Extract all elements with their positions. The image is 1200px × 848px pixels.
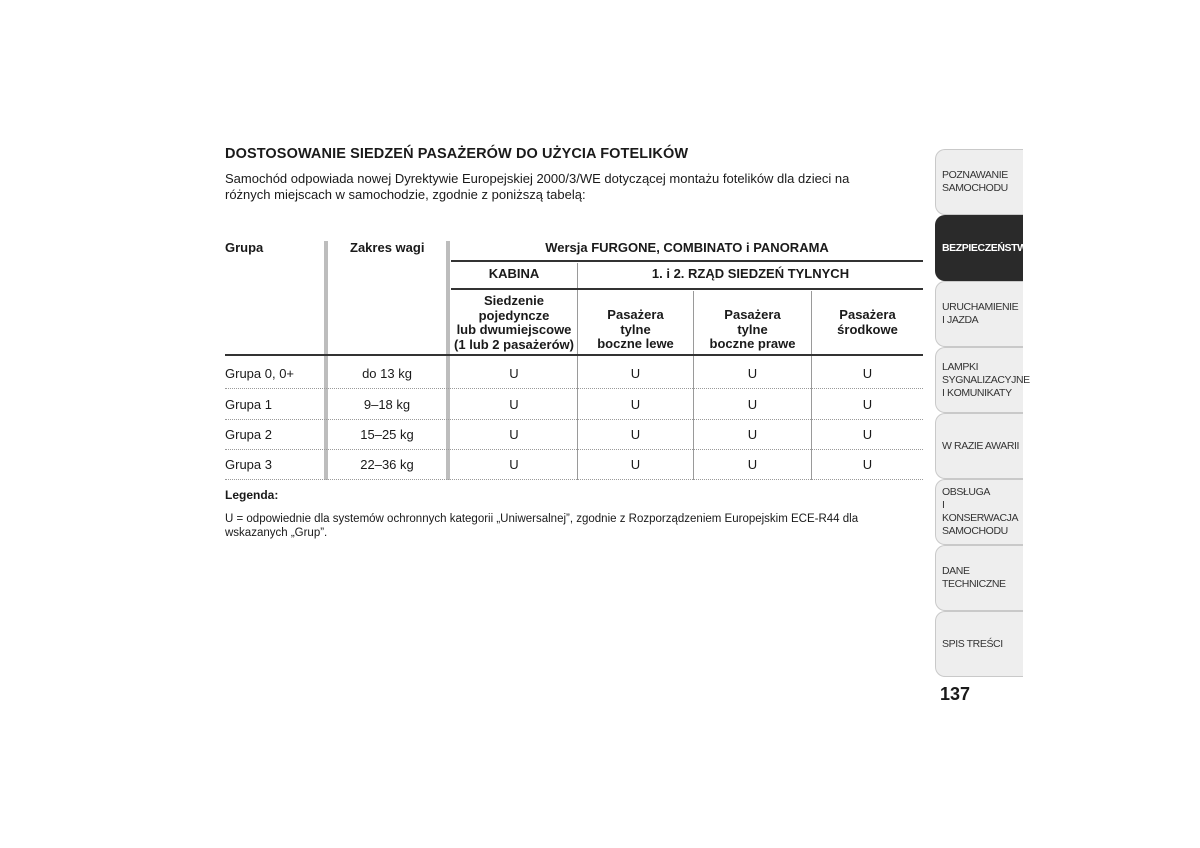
section-heading: DOSTOSOWANIE SIEDZEŃ PASAŻERÓW DO UŻYCIA FOTELIKÓW xyxy=(225,146,689,162)
row-group: Grupa 2 xyxy=(225,427,272,442)
row-value: U xyxy=(509,457,519,472)
row-group: Grupa 0, 0+ xyxy=(225,366,295,381)
subheader-rear-left xyxy=(578,308,693,352)
subheader-line: (1 lub 2 pasażerów) xyxy=(454,336,574,352)
subheader-line: pojedyncze xyxy=(478,307,550,323)
row-value: U xyxy=(509,366,519,381)
tab-bezpieczenstwo[interactable] xyxy=(935,215,1035,281)
subheader-line: Pasażera xyxy=(839,307,896,322)
tab-lampki-sygnalizacyjne[interactable] xyxy=(935,347,1030,413)
row-value: U xyxy=(630,366,641,381)
row-value: U xyxy=(630,427,641,442)
tab-uruchamienie-i-jazda[interactable] xyxy=(935,281,1023,347)
header-kabina: KABINA xyxy=(488,266,540,281)
tab-poznawanie-samochodu[interactable] xyxy=(935,149,1023,215)
subheader-line: tylne xyxy=(620,321,651,337)
subheader-line: boczne prawe xyxy=(709,336,796,351)
legend-line: wskazanych „Grup”. xyxy=(225,527,328,539)
tab-label: DANE TECHNICZNE xyxy=(942,565,1006,590)
row-group: Grupa 1 xyxy=(225,397,272,412)
row-value: U xyxy=(862,366,873,381)
header-rear-rows: 1. i 2. RZĄD SIEDZEŃ TYLNYCH xyxy=(651,266,850,281)
row-weight: 22–36 kg xyxy=(360,457,414,472)
row-weight: 15–25 kg xyxy=(360,427,414,442)
row-value: U xyxy=(630,397,641,412)
row-group: Grupa 3 xyxy=(225,457,272,472)
row-value: U xyxy=(509,397,519,412)
tab-label: LAMPKI SYGNALIZACYJNE I KOMUNIKATY xyxy=(942,360,1030,399)
legend-text xyxy=(225,512,895,540)
subheader-line: Siedzenie xyxy=(484,293,544,308)
subheader-line: Pasażera xyxy=(607,307,664,322)
row-value: U xyxy=(747,397,758,412)
subheader-line: lub dwumiejscowe xyxy=(456,322,572,337)
subheader-line: tylne xyxy=(737,321,768,337)
header-rule xyxy=(451,260,923,262)
row-value: U xyxy=(862,457,873,472)
row-value: U xyxy=(630,457,641,472)
subheader-line: boczne lewe xyxy=(597,336,674,351)
row-value: U xyxy=(509,427,519,442)
row-weight: 9–18 kg xyxy=(363,397,411,412)
subheader-line: środkowe xyxy=(837,321,898,337)
subheader-cabin-seat xyxy=(451,294,577,352)
tab-label: OBSŁUGA I KONSERWACJA SAMOCHODU xyxy=(942,486,1019,537)
tab-label: W RAZIE AWARII xyxy=(942,439,1020,452)
tab-obsluga-i-konserwacja[interactable] xyxy=(935,479,1023,545)
column-divider xyxy=(446,241,450,480)
subheader-rear-right xyxy=(694,308,811,352)
row-value: U xyxy=(747,366,758,381)
tab-w-razie-awarii[interactable] xyxy=(935,413,1023,479)
row-value: U xyxy=(747,427,758,442)
row-value: U xyxy=(862,427,873,442)
tab-label: POZNAWANIE SAMOCHODU xyxy=(942,169,1008,194)
header-version: Wersja FURGONE, COMBINATO i PANORAMA xyxy=(545,240,829,255)
tab-spis-tresci[interactable] xyxy=(935,611,1023,677)
tab-label: URUCHAMIENIE I JAZDA xyxy=(942,301,1019,326)
header-weight: Zakres wagi xyxy=(350,240,425,255)
intro-line: Samochód odpowiada nowej Dyrektywie Europejskiej 2000/3/WE dotyczącej montażu fotelików dla dzieci na xyxy=(225,171,850,186)
intro-paragraph xyxy=(225,171,895,203)
row-separator xyxy=(225,479,923,480)
legend-line: U = odpowiednie dla systemów ochronnych kategorii „Uniwersalnej”, zgodnie z Rozporządzeniem Europejskim ECE-R44 dla xyxy=(225,513,859,525)
header-rule xyxy=(451,288,923,290)
header-bottom-rule xyxy=(225,354,923,356)
subheader-line: Pasażera xyxy=(724,307,781,322)
column-divider xyxy=(324,241,328,480)
row-weight: do 13 kg xyxy=(362,366,412,381)
tab-label: SPIS TREŚCI xyxy=(942,637,1003,650)
row-separator xyxy=(225,419,923,420)
row-value: U xyxy=(862,397,873,412)
tab-label: BEZPIECZEŃSTWO xyxy=(942,241,1035,254)
tab-dane-techniczne[interactable] xyxy=(935,545,1023,611)
legend-title: Legenda: xyxy=(225,488,279,502)
child-seat-table xyxy=(225,236,923,480)
row-value: U xyxy=(747,457,758,472)
intro-line: różnych miejscach w samochodzie, zgodnie z poniższą tabelą: xyxy=(225,187,586,202)
page-number: 137 xyxy=(940,684,971,704)
row-separator xyxy=(225,449,923,450)
subheader-rear-center xyxy=(812,308,923,337)
row-separator xyxy=(225,388,923,389)
header-group: Grupa xyxy=(225,240,264,255)
